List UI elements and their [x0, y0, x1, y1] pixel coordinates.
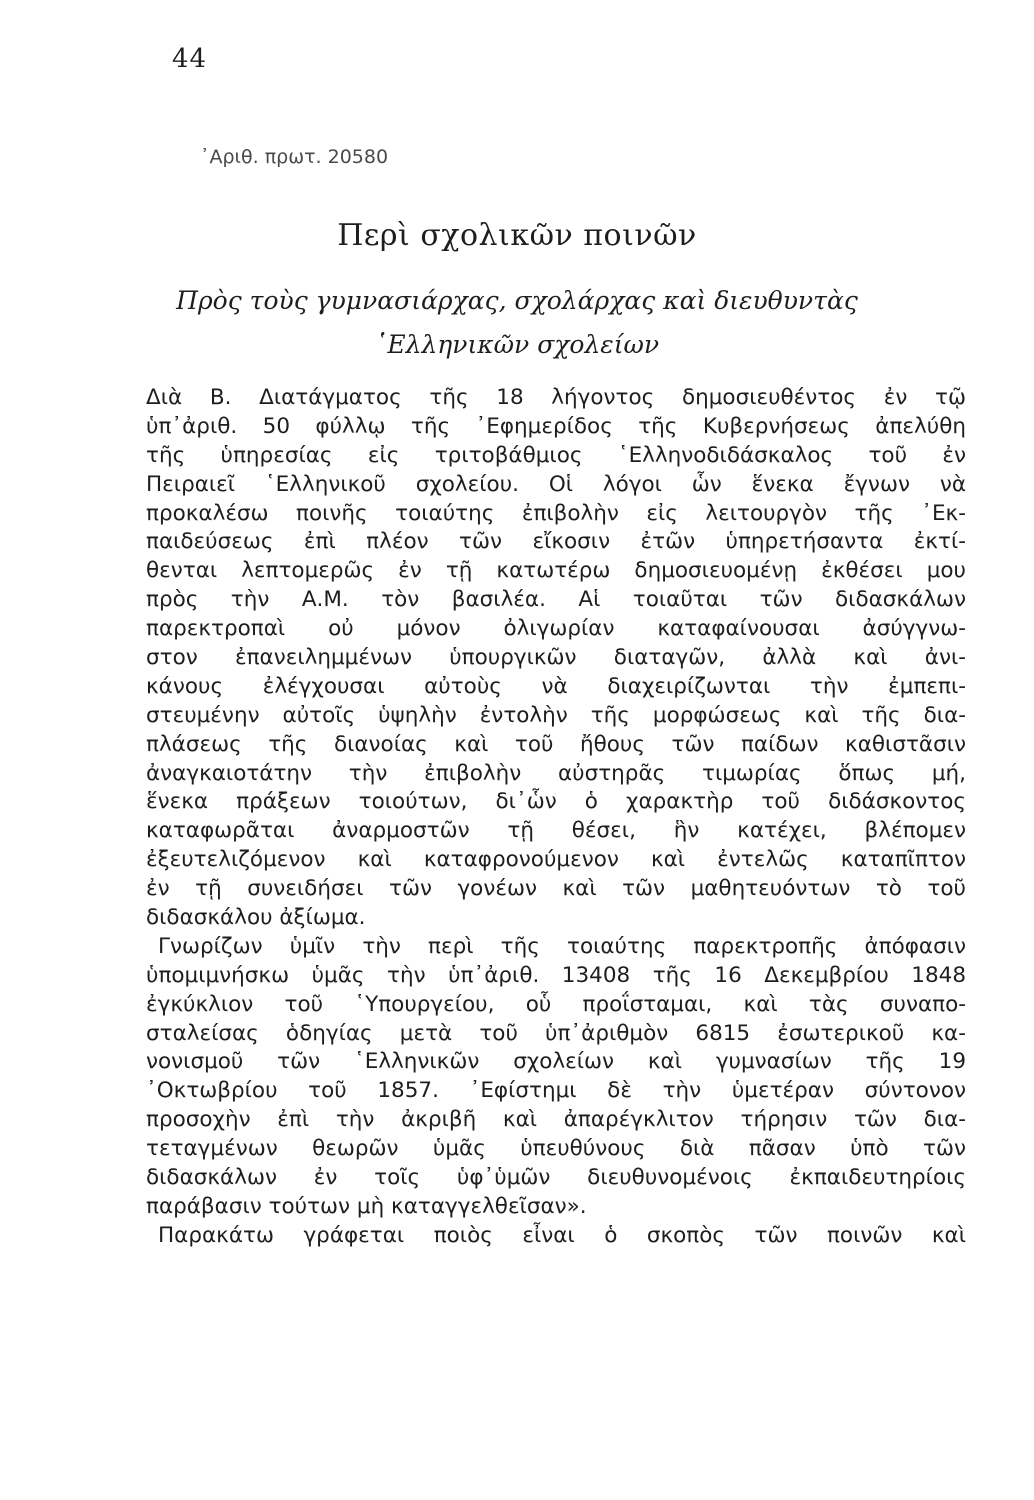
text-line: ἐξευτελιζόμενον καὶ καταφρονούμενον καὶ ἐντελῶς καταπῖπτον: [146, 847, 966, 873]
document-title: Περὶ σχολικῶν ποινῶν: [337, 218, 697, 253]
text-line: πλάσεως τῆς διανοίας καὶ τοῦ ἤθους τῶν παίδων καθιστᾶσιν: [146, 731, 966, 757]
text-line: διδασκάλου ἀξίωμα.: [146, 905, 366, 931]
text-line: κάνους ἐλέγχουσαι αὐτοὺς νὰ διαχειρίζωνται τὴν ἐμπεπι-: [146, 673, 966, 699]
text-line: ἐν τῇ συνειδήσει τῶν γονέων καὶ τῶν μαθητευόντων τὸ τοῦ: [146, 876, 966, 902]
text-line: σταλείσας ὁδηγίας μετὰ τοῦ ὑπ᾿ἀριθμὸν 6815 ἐσωτερικοῦ κα-: [146, 1020, 966, 1046]
text-line: Διὰ Β. Διατάγματος τῆς 18 λήγοντος δημοσιευθέντος ἐν τῷ: [146, 385, 966, 410]
subtitle-line-1: Πρὸς τοὺς γυμνασιάρχας, σχολάρχας καὶ διευθυντὰς: [176, 286, 858, 315]
text-line: καταφωρᾶται ἀναρμοστῶν τῇ θέσει, ἣν κατέχει, βλέπομεν: [146, 818, 966, 844]
text-line: ᾿Οκτωβρίου τοῦ 1857. ᾿Εφίστημι δὲ τὴν ὑμετέραν σύντονον: [146, 1078, 966, 1104]
text-line: τῆς ὑπηρεσίας εἰς τριτοβάθμιος ῾Ελληνοδιδάσκαλος τοῦ ἐν: [146, 442, 966, 468]
text-line: παιδεύσεως ἐπὶ πλέον τῶν εἴκοσιν ἐτῶν ὑπηρετήσαντα ἐκτί-: [146, 529, 966, 555]
text-line: Γνωρίζων ὑμῖν τὴν περὶ τῆς τοιαύτης παρεκτροπῆς ἀπόφασιν: [158, 933, 966, 959]
text-line: ὑπ᾿ἀριθ. 50 φύλλῳ τῆς ᾿Εφημερίδος τῆς Κυβερνήσεως ἀπελύθη: [146, 413, 966, 439]
text-line: θενται λεπτομερῶς ἐν τῇ κατωτέρω δημοσιευομένῃ ἐκθέσει μου: [146, 558, 966, 584]
page-number: 44: [172, 44, 208, 74]
text-line: ἐγκύκλιον τοῦ ῾Υπουργείου, οὗ προΐσταμαι, καὶ τὰς συναπο-: [146, 991, 966, 1017]
text-line: παρεκτροπαὶ οὐ μόνον ὀλιγωρίαν καταφαίνουσαι ἀσύγγνω-: [146, 616, 966, 642]
text-line: ἕνεκα πράξεων τοιούτων, δι᾿ὧν ὁ χαρακτὴρ τοῦ διδάσκοντος: [146, 789, 966, 815]
text-line: στευμένην αὐτοῖς ὑψηλὴν ἐντολὴν τῆς μορφώσεως καὶ τῆς δια-: [146, 702, 966, 728]
reference-number: ᾿Αριθ. πρωτ. 20580: [200, 146, 389, 168]
text-line: Παρακάτω γράφεται ποιὸς εἶναι ὁ σκοπὸς τῶν ποινῶν καὶ: [158, 1222, 966, 1248]
text-line: τεταγμένων θεωρῶν ὑμᾶς ὑπευθύνους διὰ πᾶσαν ὑπὸ τῶν: [146, 1136, 966, 1162]
body-text: [146, 384, 966, 1251]
text-line: νονισμοῦ τῶν ῾Ελληνικῶν σχολείων καὶ γυμνασίων τῆς 19: [146, 1049, 966, 1075]
text-line: Πειραιεῖ ῾Ελληνικοῦ σχολείου. Οἱ λόγοι ὧν ἕνεκα ἔγνων νὰ: [146, 471, 966, 497]
text-line: παράβασιν τούτων μὴ καταγγελθεῖσαν».: [146, 1193, 587, 1219]
text-line: στον ἐπανειλημμένων ὑπουργικῶν διαταγῶν, ἀλλὰ καὶ ἀνι-: [146, 645, 966, 671]
subtitle-line-2: ῾Ελληνικῶν σχολείων: [374, 330, 660, 359]
text-line: ὑπομιμνήσκω ὑμᾶς τὴν ὑπ᾿ἀριθ. 13408 τῆς 16 Δεκεμβρίου 1848: [146, 962, 966, 988]
text-line: ἀναγκαιοτάτην τὴν ἐπιβολὴν αὐστηρᾶς τιμωρίας ὅπως μή,: [146, 760, 966, 786]
text-line: πρὸς τὴν Α.Μ. τὸν βασιλέα. Αἱ τοιαῦται τῶν διδασκάλων: [146, 587, 966, 613]
text-line: διδασκάλων ἐν τοῖς ὑφ᾿ὑμῶν διευθυνομένοις ἐκπαιδευτηρίοις: [146, 1165, 966, 1191]
text-line: προκαλέσω ποινῆς τοιαύτης ἐπιβολὴν εἰς λειτουργὸν τῆς ᾿Εκ-: [146, 500, 966, 526]
text-line: προσοχὴν ἐπὶ τὴν ἀκριβῆ καὶ ἀπαρέγκλιτον τήρησιν τῶν δια-: [146, 1107, 966, 1133]
